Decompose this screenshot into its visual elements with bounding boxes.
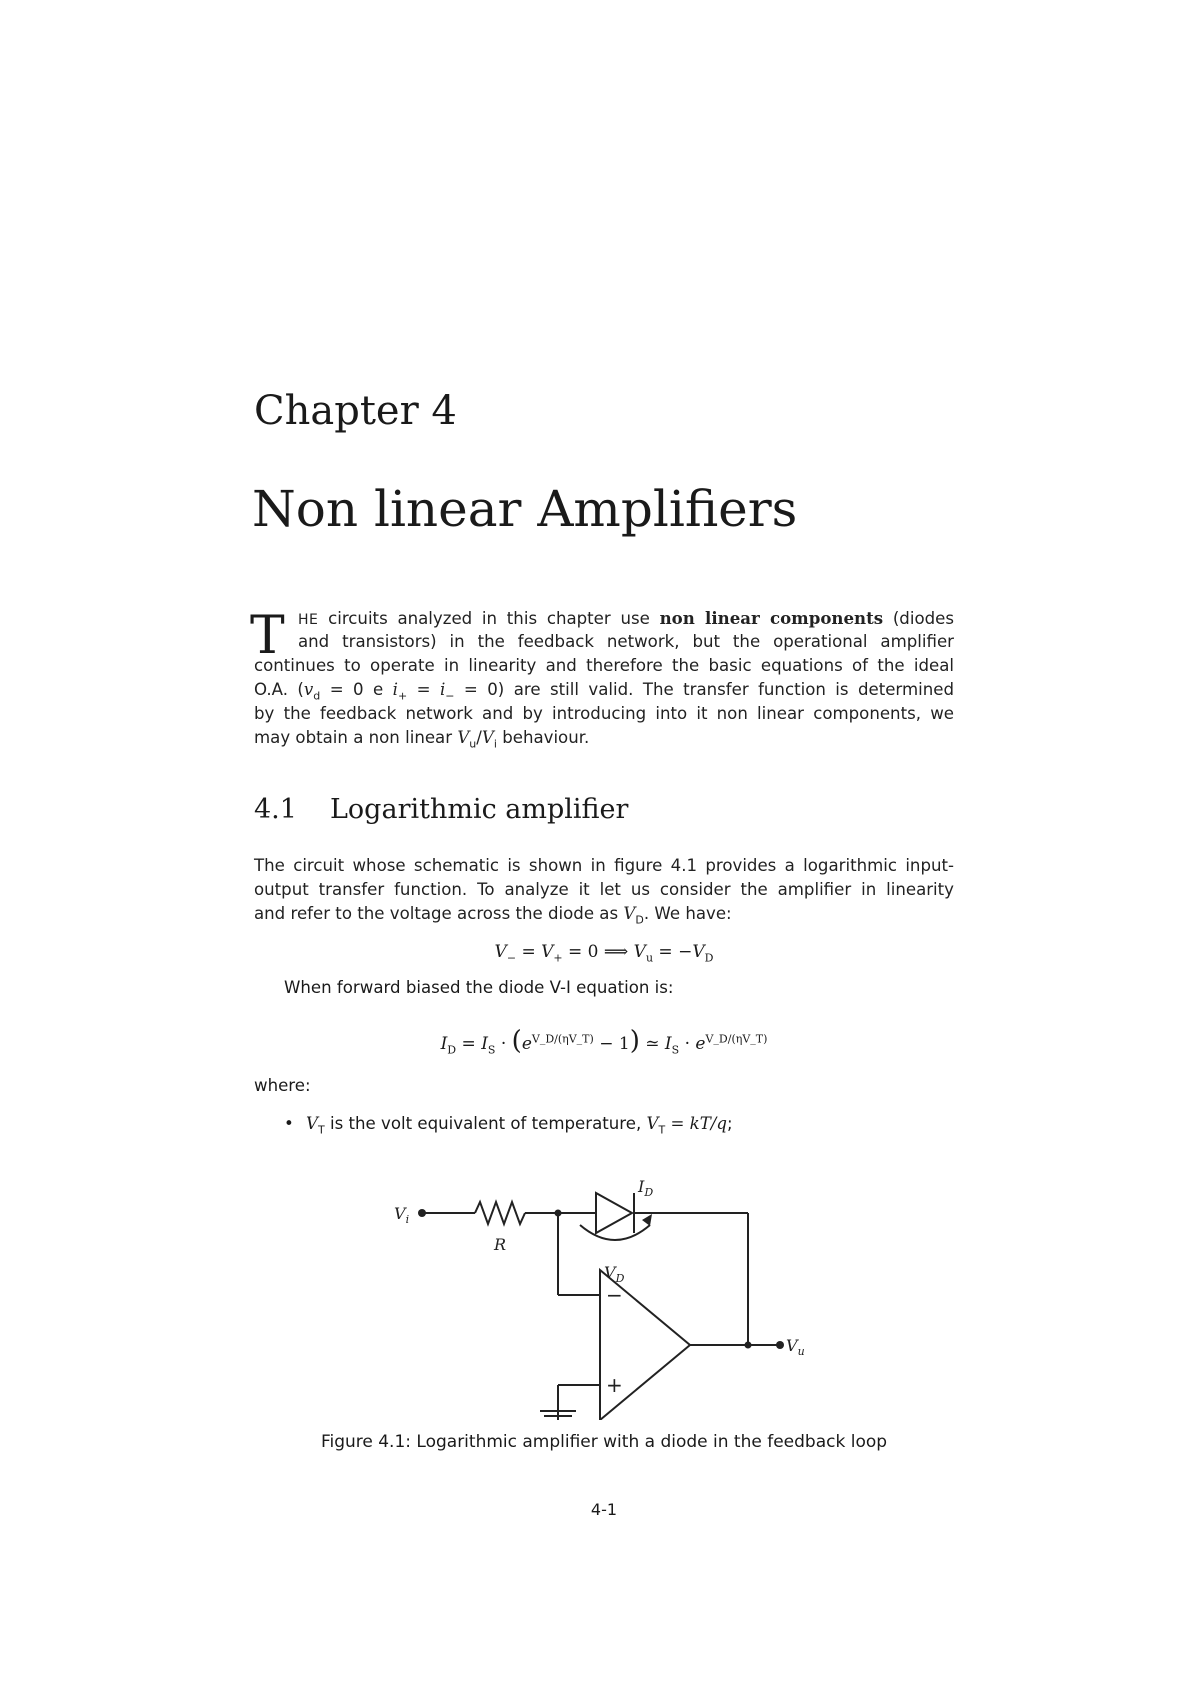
math-op: =: [665, 1114, 690, 1133]
where-label: where:: [254, 1076, 311, 1095]
math-sub: D: [447, 1043, 457, 1057]
math-var: V: [646, 1114, 659, 1133]
math-sub: u: [645, 951, 654, 965]
voltage-arrow: [580, 1225, 650, 1240]
intro-text: (diodes: [883, 609, 954, 628]
chapter-label: Chapter 4: [254, 388, 457, 434]
label-vd: $V_D$: [604, 1263, 625, 1285]
math-sub: S: [487, 1043, 496, 1057]
math-sub: T: [658, 1123, 666, 1137]
intro-line-5: by the feedback network and by introducing into it non linear components, we: [254, 704, 954, 723]
diode-symbol: [596, 1193, 632, 1233]
label-vu: $V_u$: [786, 1336, 805, 1358]
intro-text: circuits analyzed in this chapter use: [318, 609, 660, 628]
para-text: . We have:: [643, 904, 732, 923]
para-line-3: [254, 902, 954, 926]
junction-node: [745, 1342, 752, 1349]
drop-cap: T: [250, 606, 285, 666]
section-title: Logarithmic amplifier: [330, 794, 629, 825]
math-op: =: [456, 1034, 482, 1054]
resistor-symbol: [475, 1202, 525, 1224]
label-id: $I_D$: [638, 1177, 654, 1199]
intro-line-3: continues to operate in linearity and therefore the basic equations of the ideal: [254, 656, 954, 675]
math-sub: S: [671, 1043, 680, 1057]
intro-smallcaps: HE: [298, 612, 319, 628]
equation-2: [254, 1026, 954, 1056]
bullet-text: ;: [727, 1114, 733, 1133]
label-r: R: [494, 1235, 507, 1254]
math-var: kT/q: [689, 1114, 728, 1133]
label-inverting: −: [606, 1283, 623, 1307]
section-heading: [254, 794, 628, 825]
intro-line-1: [298, 606, 954, 654]
math-op: = −: [653, 942, 693, 962]
math-op: ·: [495, 1034, 512, 1054]
math-op: − 1: [593, 1034, 630, 1054]
math-var: V: [623, 904, 636, 923]
output-terminal: [776, 1341, 784, 1349]
intro-text: may obtain a non linear: [254, 728, 458, 747]
label-noninverting: +: [606, 1373, 623, 1397]
figure-caption: Figure 4.1: Logarithmic amplifier with a diode in the feedback loop: [320, 1432, 888, 1452]
bullet-text: is the volt equivalent of temperature,: [324, 1114, 647, 1133]
math-op: = 0 ⟹: [562, 942, 634, 962]
math-var: e: [521, 1034, 532, 1054]
junction-node: [555, 1210, 562, 1217]
math-var: V: [541, 942, 554, 962]
math-var: V: [633, 942, 646, 962]
math-sub: −: [445, 689, 455, 703]
list-item: [284, 1114, 733, 1136]
math-var: e: [695, 1034, 706, 1054]
math-sub: D: [635, 913, 644, 927]
intro-line-6: [254, 726, 954, 750]
circuit-diagram: [380, 1170, 820, 1420]
math-var: i: [439, 680, 446, 699]
math-var: V: [457, 728, 470, 747]
math-op: ·: [679, 1034, 696, 1054]
intro-text: =: [407, 680, 440, 699]
label-vi: $V_i$: [394, 1204, 410, 1226]
math-sub: +: [553, 951, 563, 965]
math-sub: T: [317, 1123, 325, 1137]
math-sub: −: [506, 951, 517, 965]
intro-line-2: and transistors) in the feedback network, but the operational amplifier: [298, 632, 954, 651]
math-var: V: [494, 942, 507, 962]
math-var: V: [306, 1114, 318, 1133]
math-sub: i: [493, 737, 497, 751]
intro-text: O.A. (: [254, 680, 304, 699]
equation-1: [254, 942, 954, 964]
chapter-title: Non linear Amplifiers: [252, 480, 798, 538]
math-op: ≃: [639, 1034, 665, 1054]
arrow-head: [642, 1214, 652, 1226]
math-var: I: [440, 1034, 448, 1054]
intro-text: = 0) are still valid. The transfer function is determined: [454, 680, 954, 699]
math-exponent: V_D/(ηV_T): [531, 1032, 594, 1046]
math-sub: d: [313, 689, 321, 703]
intro-line-4: [254, 678, 954, 702]
math-var: I: [664, 1034, 672, 1054]
section-number: 4.1: [254, 794, 297, 825]
section-paragraph: [254, 854, 954, 926]
math-sub: +: [397, 689, 408, 703]
math-var: V: [692, 942, 705, 962]
intro-paragraph: [254, 654, 954, 750]
page-number: 4-1: [590, 1500, 618, 1519]
math-var: I: [481, 1034, 488, 1054]
math-op: =: [516, 942, 542, 962]
key-term: non linear components: [659, 608, 884, 628]
para-line-1: The circuit whose schematic is shown in figure 4.1 provides a logarithmic input-: [254, 856, 954, 875]
math-var: V: [481, 728, 494, 747]
para-text: and refer to the voltage across the diode as: [254, 904, 624, 923]
bullet-icon: •: [284, 1114, 294, 1133]
para-line-2: output transfer function. To analyze it let us consider the amplifier in linearity: [254, 880, 954, 899]
forward-bias-text: When forward biased the diode V-I equation is:: [284, 978, 674, 997]
math-paren: (: [511, 1026, 522, 1056]
math-var: v: [303, 680, 314, 699]
math-exponent: V_D/(ηV_T): [705, 1032, 768, 1046]
math-sub: D: [704, 951, 714, 965]
intro-text: /: [476, 728, 482, 747]
intro-text: behaviour.: [496, 728, 590, 747]
input-terminal: [418, 1209, 426, 1217]
math-sub: u: [469, 737, 477, 751]
math-var: i: [392, 680, 398, 699]
math-paren: ): [629, 1026, 640, 1056]
intro-text: = 0 e: [320, 680, 393, 699]
